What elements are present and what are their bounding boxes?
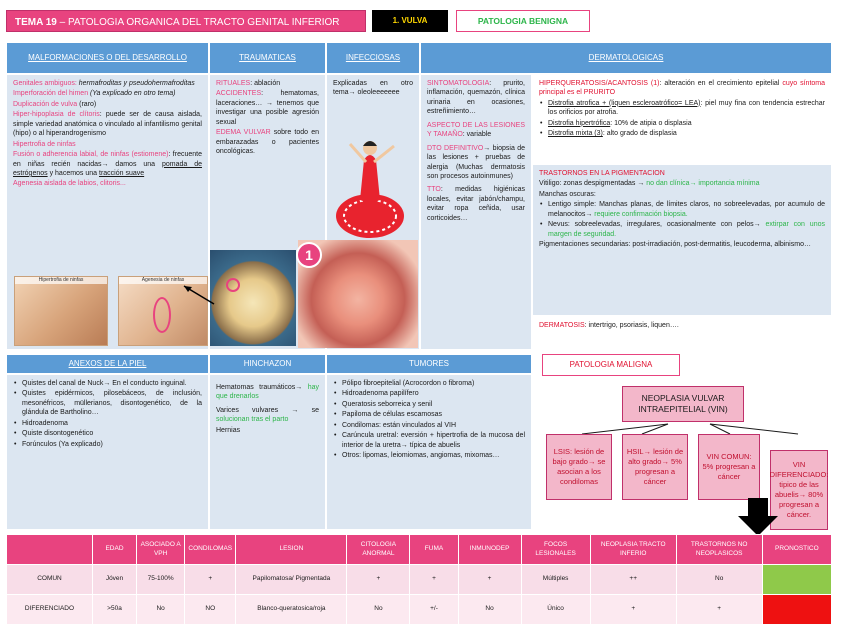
highlight-circle [226, 278, 240, 292]
dermatologicas-general-panel: SINTOMATOLOGIA: prurito, inflamación, quemazón, clínica urinaria en ocasiones, estreñimiento… ASPECTO DE LAS LESIONES Y TAMAÑO: variable DTO DEFINITIVO→ biopsia de las lesiones + pruebas de alergia (Muchas dermatosis son procesos autoinmunes) TTO: medidas higiénicas locales, evitar jabón/champu, evitar ropa ceñida, usar corticoides… [420, 74, 532, 350]
header-traumaticas: TRAUMATICAS [209, 42, 326, 74]
vin-comparison-table [6, 534, 832, 625]
table-header: FUMA [410, 535, 458, 565]
vin-main-box: NEOPLASIA VULVAR INTRAEPITELIAL (VIN) [622, 386, 744, 422]
infecciosas-panel: Explicadas en otro tema→ oleoleeeeeee [326, 74, 420, 350]
list-item: • Otros: lipomas, leiomiomas, angiomas, mixomas… [333, 451, 525, 460]
prognosis-bad-cell [762, 595, 831, 625]
header-tumores: TUMORES [326, 354, 532, 374]
table-cell: Múltiples [521, 565, 590, 595]
table-cell: Blanco-queratosica/roja [236, 595, 347, 625]
table-cell: +/- [410, 595, 458, 625]
table-row [7, 595, 832, 625]
pufferfish-photo [210, 250, 296, 346]
down-arrow-icon [738, 498, 778, 536]
table-header: NEOPLASIA TRACTO INFERIO [590, 535, 676, 565]
table-header: INMUNODEP [458, 535, 521, 565]
table-cell: No [458, 595, 521, 625]
table-cell: ++ [590, 565, 676, 595]
table-header: ASOCIADO A VPH [137, 535, 185, 565]
table-cell: No [137, 595, 185, 625]
header-hinchazon: HINCHAZON [209, 354, 326, 374]
table-cell: NO [185, 595, 236, 625]
list-item: • Forúnculos (Ya explicado) [13, 440, 202, 449]
header-dermatologicas: DERMATOLOGICAS [420, 42, 832, 74]
table-row [7, 565, 832, 595]
list-item: • Carúncula uretral: eversión + hipertrofia de la mucosa del interior de la uretra→ típica de abuelis [333, 431, 525, 450]
list-item: • Hidroadenoma [13, 419, 202, 428]
hiperqueratosis-panel: HIPERQUERATOSIS/ACANTOSIS (1): alteración en el crecimiento epitelial cuyo síntoma principal es el PRURITO • Distrofia atrofica + (liquen escleroatrófico= LEA): piel muy fina con tendencia estrechar los orificios por atrofia. • Distrofia hipertrófica: 10% de atipia o displasia • Distrofia mixta (3): alto grado de displasia [532, 74, 832, 164]
table-cell: >50a [92, 595, 136, 625]
table-header [7, 535, 93, 565]
table-header: CONDILOMAS [185, 535, 236, 565]
arrow-icon [180, 282, 220, 312]
table-header: PRONOSTICO [762, 535, 831, 565]
highlight-ellipse [153, 297, 171, 333]
table-header: FOCOS LESIONALES [521, 535, 590, 565]
table-cell: + [676, 595, 762, 625]
table-cell: 75-100% [137, 565, 185, 595]
table-header: EDAD [92, 535, 136, 565]
list-item: • Papiloma de células escamosas [333, 410, 525, 419]
traumaticas-panel: RITUALES: ablación ACCIDENTES: hematomas, laceraciones… → tenemos que investigar una posible agresión sexual EDEMA VULVAR sobre todo en embarazadas o pacientes oncológicas. [209, 74, 326, 350]
malignant-pathology-tag: PATOLOGIA MALIGNA [542, 354, 680, 376]
page-title: TEMA 19 – PATOLOGIA ORGANICA DEL TRACTO GENITAL INFERIOR [6, 10, 366, 32]
list-item: • Hidroadenoma papilífero [333, 389, 525, 398]
prognosis-good-cell [762, 565, 831, 595]
table-cell: + [185, 565, 236, 595]
table-cell: + [458, 565, 521, 595]
figure-number-badge: 1 [296, 242, 322, 268]
table-header: LESION [236, 535, 347, 565]
anexos-panel [6, 374, 209, 530]
lsil-box: LSIS: lesión de bajo grado→ se asocian a los condilomas [546, 434, 612, 500]
list-item: • Quiste disontogenético [13, 429, 202, 438]
list-item: • Pólipo fibroepitelial (Acrocordon o fibroma) [333, 379, 525, 388]
table-cell: Único [521, 595, 590, 625]
tumores-panel [326, 374, 532, 530]
table-cell: Papilomatosa/ Pigmentada [236, 565, 347, 595]
table-header: TRASTORNOS NO NEOPLASICOS [676, 535, 762, 565]
list-item: • Condilomas: están vinculados al VIH [333, 421, 525, 430]
table-cell: COMUN [7, 565, 93, 595]
hipertrofia-ninfas-photo: Hipertrofia de ninfas [14, 276, 108, 346]
pigmentacion-panel: TRASTORNOS EN LA PIGMENTACION Vitiligo: zonas despigmentadas → no dan clínica→ importancia mínima Manchas oscuras: • Lentigo simple: Manchas planas, de límites claros, no sobreelevadas, por acumulo de melanocitos→ requiere confirmación biopsia. • Nevus: sobreelevadas, irregulares, ocasionalmente con pelos→ extirpar con unos margen de seguridad. Pigmentaciones secundarias: post-irradiación, post-dermatitis, leucoderma, albinismo… [532, 164, 832, 316]
vulva-tag: 1. VULVA [372, 10, 448, 32]
agenesia-ninfas-photo: Agenesia de ninfas [118, 276, 208, 346]
vin-comun-box: VIN COMUN: 5% progresan a cáncer [698, 434, 760, 500]
hsil-box: HSIL→ lesión de alto grado→ 5% progresan a cáncer [622, 434, 688, 500]
table-header: CITOLOGIA ANORMAL [347, 535, 410, 565]
header-anexos: ANEXOS DE LA PIEL [6, 354, 209, 374]
table-cell: No [676, 565, 762, 595]
header-malformaciones: MALFORMACIONES O DEL DESARROLLO [6, 42, 209, 74]
list-item: • Queratosis seborreica y senil [333, 400, 525, 409]
hinchazon-panel: Hematomas traumáticos→ hay que drenarlos Varices vulvares → se solucionan tras el parto Hernias [209, 374, 326, 530]
table-cell: No [347, 595, 410, 625]
malformaciones-panel: Genitales ambiguos: hermafroditas y pseudohermafroditas Imperforación del himen (Ya explicado en otro tema) Duplicación de vulva (raro) Hiper-hipoplasia de clítoris: puede ser de causa aislada, simple variedad anatómica o vinculado al infantilismo genital (hipo) o al hiperandrogenismo Hipertrofia de ninfas Fusión o adherencia labial, de ninfas (estiomene): frecuente en niñas recién nacidas→ damos una pomada de estrógenos y hacemos una tracción suave Agenesia aislada de labios, clitoris... [6, 74, 209, 350]
table-cell: + [347, 565, 410, 595]
flamenco-dancer-image [330, 130, 416, 242]
table-cell: Jóven [92, 565, 136, 595]
header-infecciosas: INFECCIOSAS [326, 42, 420, 74]
dermatosis-panel: DERMATOSIS: intertrigo, psoriasis, liquen…. [532, 316, 832, 350]
benign-pathology-tag: PATOLOGIA BENIGNA [456, 10, 590, 32]
vin-diferenciado-box: VIN DIFERENCIADO: tipico de las abuelis→ 80% progresan a cáncer. [770, 450, 828, 530]
table-cell: + [410, 565, 458, 595]
table-cell: DIFERENCIADO [7, 595, 93, 625]
table-cell: + [590, 595, 676, 625]
list-item: • Quistes epidérmicos, pilosebáceos, de inclusión, mesonéfricos, müllerianos, disontogenético, de la glándula de Bartholino… [13, 389, 202, 417]
list-item: • Quistes del canal de Nuck→ En el conducto inguinal. [13, 379, 202, 388]
